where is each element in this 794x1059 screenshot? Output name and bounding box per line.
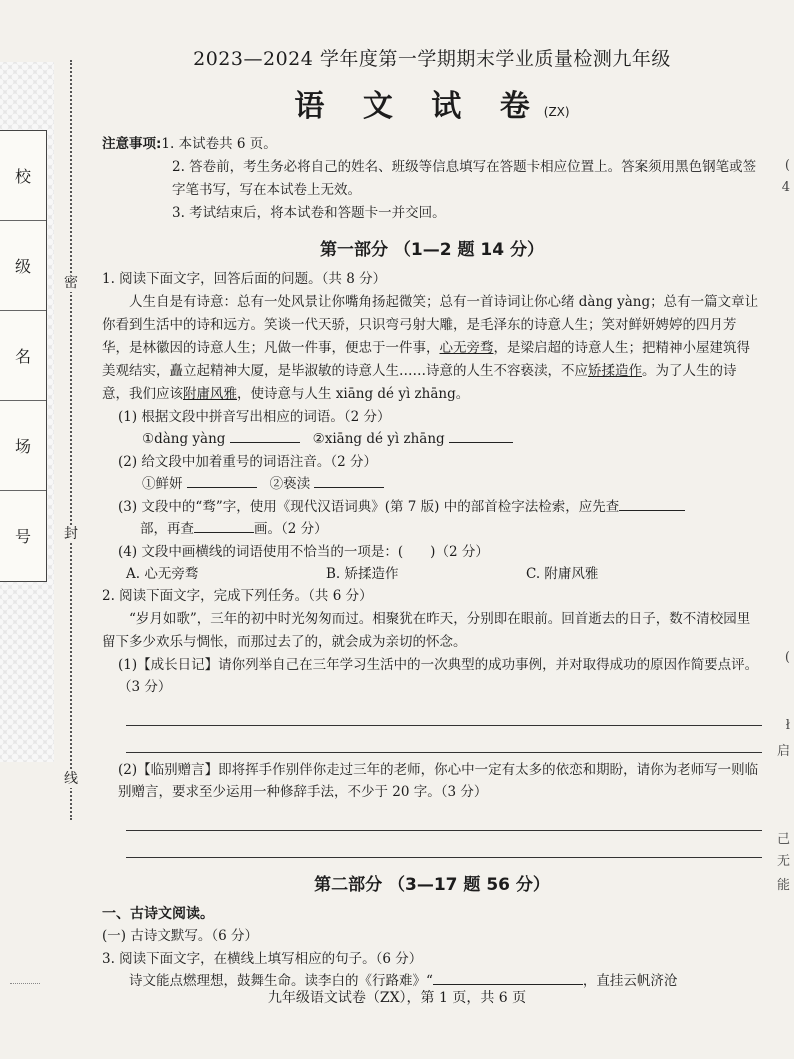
notice-block [102, 133, 762, 225]
question-text: 诗文能点燃理想，鼓舞生命。读李白的《行路难》“ [129, 973, 433, 989]
edge-mark: ( [784, 650, 790, 665]
pinyin-prompt: ②xiāng dé yì zhāng [312, 431, 445, 447]
question-text: 画。（2 分） [254, 521, 328, 537]
q1-sub2-answers [102, 473, 762, 496]
answer-line[interactable] [126, 831, 762, 858]
answer-line[interactable] [126, 726, 762, 753]
section-subtitle: (一) 古诗文默写。（6 分） [102, 928, 258, 944]
pinyin-prompt: ①dàng yàng [142, 431, 226, 447]
edge-mark: ł [785, 718, 790, 733]
exam-page [102, 44, 762, 993]
q2-passage: “岁月如歌”，三年的初中时光匆匆而过。相聚犹在昨天，分别即在眼前。回首逝去的日子，数不清校园里留下多少欢乐与惆怅，而那过去了的，就会成为亲切的怀念。 [102, 610, 751, 650]
edge-mark: 能 [776, 878, 790, 893]
part1-heading: 第一部分 （1—2 题 14 分） [320, 240, 544, 260]
q1-sub1: (1) 根据文段中拼音写出相应的词语。（2 分） [118, 408, 391, 425]
answer-blank[interactable] [194, 518, 254, 533]
question-text: 部，再查 [140, 521, 194, 537]
question-text: (3) 文段中的“骛”字，使用《现代汉语词典》(第 7 版) 中的部首检字法检索，应先查 [118, 498, 620, 515]
field-label: 级 [14, 257, 31, 276]
field-class[interactable] [0, 221, 46, 311]
passage-text: ，是梁启超的诗意人生；把精神小屋建筑得美观结实，矗立起精神大厦，是毕淑敏的诗意人生……诗意的人生不容亵渎，不应 [102, 339, 750, 379]
q3-stem: 3. 阅读下面文字，在横线上填写相应的句子。（6 分） [102, 950, 423, 967]
answer-blank[interactable] [619, 496, 685, 511]
answer-line[interactable] [126, 804, 762, 831]
seal-char-xian: 线 [64, 771, 78, 787]
notice-item: 2. 答卷前，考生务必将自己的姓名、班级等信息填写在答题卡相应位置上。答案须用黑色钢笔或签字笔书写，写在本试卷上无效。 [172, 159, 757, 198]
q1-stem: 1. 阅读下面文字，回答后面的问题。（共 8 分） [102, 271, 387, 287]
seal-dotted-line [70, 60, 72, 820]
notice-item: 1. 本试卷共 6 页。 [161, 136, 277, 152]
q2-stem: 2. 阅读下面文字，完成下列任务。（共 6 分） [102, 588, 373, 604]
field-label: 校 [14, 167, 31, 186]
underlined-term: 心无旁骛 [439, 339, 494, 356]
q1-passage [102, 291, 762, 406]
answer-blank[interactable] [433, 970, 583, 985]
edge-mark: ( [784, 158, 790, 173]
q1-sub2: (2) 给文段中加着重号的词语注音。（2 分） [118, 453, 378, 470]
student-info-box [0, 130, 47, 582]
page-footer: 九年级语文试卷（ZX），第 1 页，共 6 页 [267, 990, 527, 1006]
section-title: 一、古诗文阅读。 [102, 905, 214, 922]
edge-mark: 启 [776, 744, 790, 759]
field-school[interactable] [0, 131, 46, 221]
field-seat-number[interactable] [0, 491, 46, 580]
answer-line[interactable] [126, 699, 762, 726]
q1-sub3 [102, 496, 762, 541]
field-label: 名 [14, 347, 31, 366]
subject-name: 语 文 试 卷 [294, 89, 544, 124]
q1-sub1-answers [102, 428, 762, 451]
field-label: 场 [14, 437, 31, 456]
underlined-term: 附庸风雅 [183, 385, 237, 402]
notice-label: 注意事项: [102, 136, 162, 152]
answer-blank[interactable] [314, 473, 384, 488]
q1-options [102, 563, 762, 585]
answer-blank[interactable] [230, 428, 300, 443]
word-prompt: ①鲜妍 [142, 476, 183, 492]
option-a[interactable]: A. 心无旁骛 [126, 566, 199, 582]
passage-text: 人生自是有诗意：总有一处风景让你嘴角扬起微笑；总有一首诗词让你心绪 dàng yàng；总有一篇文章让你看到生活中的诗和远方。笑谈一代天骄，只识弯弓射大雕，是毛泽东的诗意人生；笑对鲜妍娉婷的四月芳华，是林徽因的诗意人生；凡做一件事，便忠于一件事， [102, 293, 759, 356]
edge-mark: 无 [776, 854, 790, 869]
corner-mark [10, 983, 40, 985]
field-exam-room[interactable] [0, 401, 46, 491]
word-prompt: ②亵渎 [269, 476, 311, 492]
edge-mark: 4 [781, 180, 790, 195]
passage-text: 。为了人生的诗意，我们应该 [102, 362, 737, 402]
question-text: ，直挂云帆济沧 [582, 973, 678, 989]
answer-blank[interactable] [187, 473, 257, 488]
exam-title: 2023—2024 学年度第一学期期末学业质量检测九年级 [193, 48, 671, 70]
seal-char-feng: 封 [64, 526, 78, 542]
subject-title [102, 81, 762, 125]
q1-sub4: (4) 文段中画横线的词语使用不恰当的一项是：( )（2 分） [118, 543, 489, 560]
passage-text: ，使诗意与人生 xiāng dé yì zhāng。 [237, 385, 470, 402]
option-b[interactable]: B. 矫揉造作 [326, 566, 399, 582]
seal-char-mi: 密 [64, 275, 78, 291]
part2-heading: 第二部分 （3—17 题 56 分） [314, 874, 550, 895]
subject-suffix: (ZX) [543, 105, 570, 119]
answer-blank[interactable] [449, 428, 513, 443]
q2-sub1: (1)【成长日记】请你列举自己在三年学习生活中的一次典型的成功事例，并对取得成功的原因作简要点评。（3 分） [118, 656, 759, 695]
notice-item: 3. 考试结束后，将本试卷和答题卡一并交回。 [172, 205, 446, 221]
field-name[interactable] [0, 311, 46, 401]
option-c[interactable]: C. 附庸风雅 [526, 566, 599, 582]
underlined-term: 矫揉造作 [588, 362, 642, 379]
field-label: 号 [14, 527, 31, 546]
q2-sub2: (2)【临别赠言】即将挥手作别伴你走过三年的老师，你心中一定有太多的依恋和期盼，请你为老师写一则临别赠言，要求至少运用一种修辞手法，不少于 20 字。（3 分） [118, 761, 759, 800]
edge-mark: 己 [776, 832, 790, 847]
